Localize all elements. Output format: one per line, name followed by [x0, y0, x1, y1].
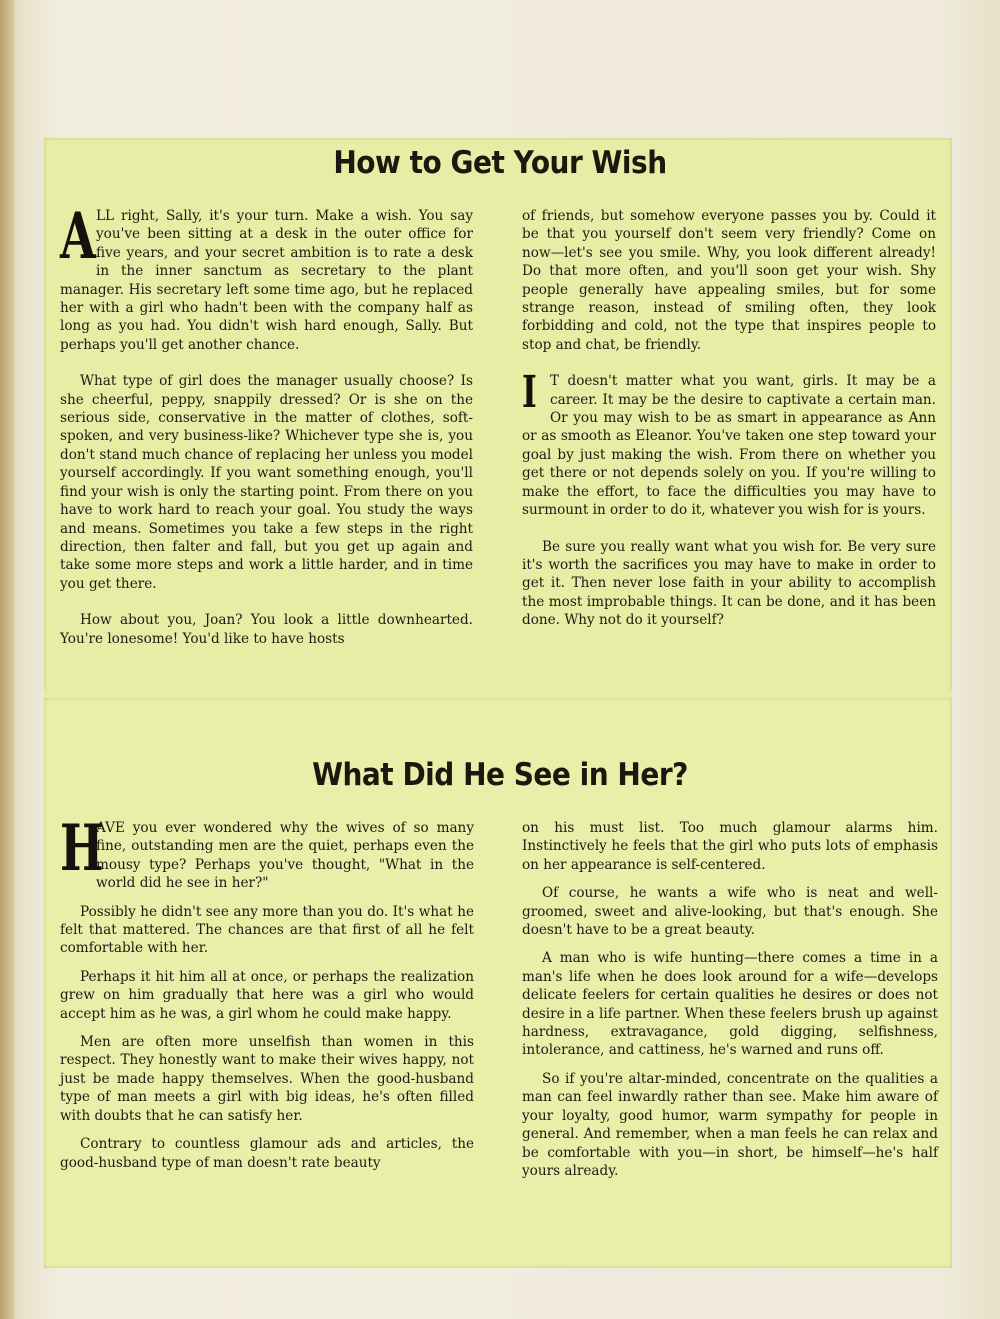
- paragraph: Possibly he didn't see any more than you do. It's what he felt that mattered. The chances are that first of all he felt comfortable with her.: [60, 903, 474, 957]
- article-see-column-right: [522, 819, 938, 1190]
- paragraph: A man who is wife hunting—there comes a time in a man's life when he does look around for a wife—develops delicate feelers for certain qualities he desires or does not desire in a life partner. When these feelers brush up against hardness, extravagance, gold digging, selfishness, intolerance, and cattiness, he's warned and runs off.: [522, 950, 938, 1059]
- paragraph: Contrary to countless glamour ads and articles, the good-husband type of man doesn't rate beauty: [60, 1136, 474, 1171]
- paragraph: ALL right, Sally, it's your turn. Make a wish. You say you've been sitting at a desk in the outer office for five years, and your secret ambition is to rate a desk in the inner sanctum as secretary to the plant manager. His secretary left some time ago, but he replaced her with a girl who hadn't been with the company half as long as you had. You didn't wish hard enough, Sally. But perhaps you'll get another chance.: [60, 199, 473, 353]
- paragraph: Men are often more unselfish than women in this respect. They honestly want to make their wives happy, not just be made happy themselves. When the good-husband type of man meets a girl with big ideas, he's often filled with doubts that he can satisfy her.: [60, 1034, 474, 1124]
- paragraph: of friends, but somehow everyone passes you by. Could it be that you yourself don't seem very friendly? Come on now—let's see you smile. Why, you look different already! Do that more often, and you'll soon get your wish. Shy people generally have appealing smiles, but for some strange reason, instead of smiling often, they look forbidding and cold, not the type that inspires people to stop and chat, be friendly.: [522, 208, 936, 353]
- article-wish-column-left: [60, 199, 473, 666]
- paragraph: So if you're altar-minded, concentrate on the qualities a man can feel inwardly rather than see. Make him aware of your loyalty, good humor, warm sympathy for people in general. And remember, when a man feels he can relax and be comfortable with you—in short, be himself—he's half yours already.: [522, 1070, 938, 1179]
- article-wish-column-right: [522, 207, 936, 648]
- article-title-see-in-her: What Did He See in Her?: [312, 756, 688, 793]
- article-see-column-left: [60, 811, 474, 1182]
- paragraph: What type of girl does the manager usually choose? Is she cheerful, peppy, snappily dressed? Or is she on the serious side, conservative in the matter of clothes, soft-spoken, and very business-like? Whichever type she is, you don't stand much chance of replacing her unless you model yourself accordingly. If you want something enough, you'll find your wish is only the starting point. From there on you have to work hard to reach your goal. You study the ways and means. Sometimes you take a few steps in the right direction, then falter and fall, but you get up again and take some more steps and work a little harder, and in time you get there.: [60, 373, 473, 592]
- article-title-wish: How to Get Your Wish: [333, 144, 667, 181]
- paragraph: Of course, he wants a wife who is neat and well-groomed, sweet and alive-looking, but that's enough. She doesn't have to be a great beauty.: [522, 885, 938, 939]
- drop-cap: H: [60, 811, 104, 886]
- drop-cap: I: [522, 367, 537, 419]
- paragraph: I T doesn't matter what you want, girls. It may be a career. It may be the desire to captivate a certain man. Or you may wish to be as smart in appearance as Ann or as smooth as Eleanor. You've taken one step toward your goal by just making the wish. From there on whether you get there or not depends solely on you. If you're willing to make the effort, to face the difficulties you may have to surmount in order to do it, whatever you wish for is yours.: [522, 367, 936, 519]
- paragraph: Perhaps it hit him all at once, or perhaps the realization grew on him gradually that here was a girl who would accept him as he was, a girl whom he could make happy.: [60, 968, 474, 1022]
- page-binding-edge: [0, 0, 14, 1319]
- drop-cap: A: [60, 199, 96, 274]
- paragraph: Be sure you really want what you wish for. Be very sure it's worth the sacrifices you may have to make in order to get it. Then never lose faith in your ability to accomplish the most improbable things. It can be done, and it has been done. Why not do it yourself?: [522, 538, 936, 629]
- paragraph: How about you, Joan? You look a little downhearted. You're lonesome! You'd like to have hosts: [60, 612, 473, 647]
- paragraph: on his must list. Too much glamour alarms him. Instinctively he feels that the girl who puts lots of emphasis on her appearance is self-centered.: [522, 820, 938, 873]
- paragraph: H AVE you ever wondered why the wives of so many fine, outstanding men are the quiet, perhaps even the mousy type? Perhaps you've thought, "What in the world did he see in her?": [60, 811, 474, 892]
